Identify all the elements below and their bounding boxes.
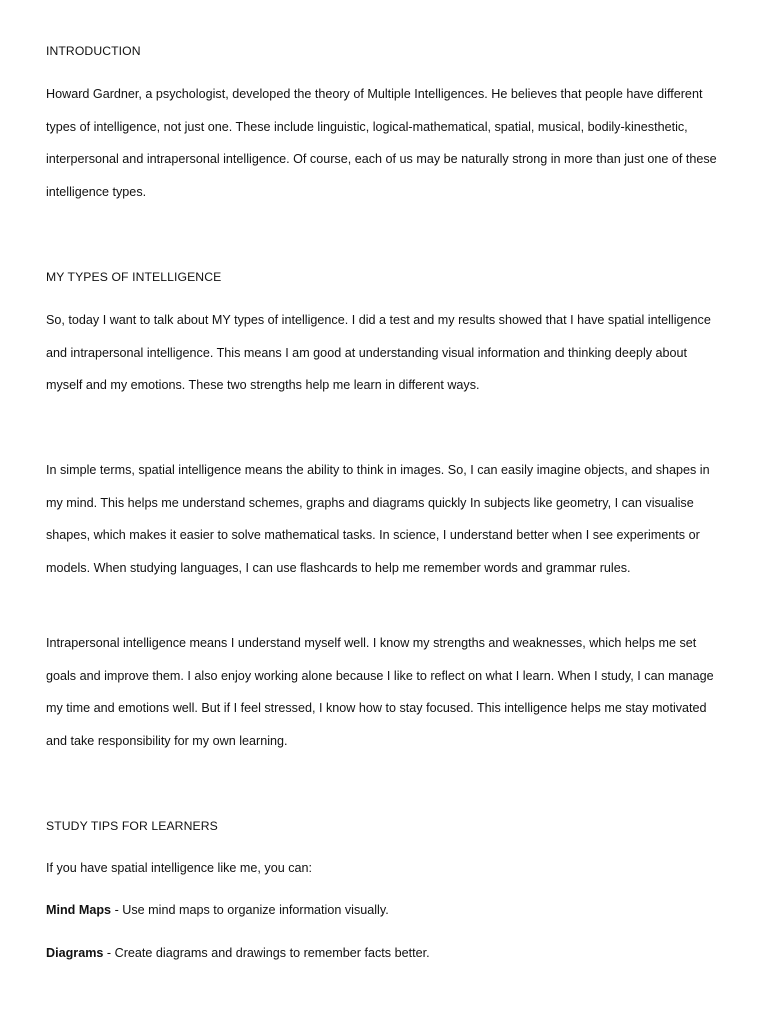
tip-text: - Create diagrams and drawings to remember facts better. — [103, 946, 430, 960]
paragraph-spatial-intelligence: In simple terms, spatial intelligence means the ability to think in images. So, I can easily imagine objects, and shapes in my mind. This helps me understand schemes, graphs and diagrams quickly In subjects like geometry, I can visualise shapes, which makes it easier to solve mathematical tasks. In science, I understand better when I see experiments or models. When studying languages, I can use flashcards to help me remember words and grammar rules. — [46, 463, 710, 576]
tip-text: - Use mind maps to organize information visually. — [111, 903, 389, 917]
heading-my-types: MY TYPES OF INTELLIGENCE — [46, 270, 222, 284]
paragraph-intrapersonal-intelligence: Intrapersonal intelligence means I understand myself well. I know my strengths and weaknesses, which helps me set goals and improve them. I also enjoy working alone because I like to reflect on what I learn. When I study, I can manage my time and emotions well. But if I feel stressed, I know how to stay focused. This intelligence helps me stay motivated and take responsibility for my own learning. — [46, 636, 714, 749]
tip-mind-maps — [46, 903, 726, 917]
paragraph-introduction: Howard Gardner, a psychologist, developed the theory of Multiple Intelligences. He believes that people have different types of intelligence, not just one. These include linguistic, logical-mathematical, spatial, musical, bodily-kinesthetic, interpersonal and intrapersonal intelligence. Of course, each of us may be naturally strong in more than just one of these intelligence types. — [46, 87, 717, 200]
tip-term: Mind Maps — [46, 903, 112, 917]
tip-term: Diagrams — [46, 946, 104, 960]
heading-introduction: INTRODUCTION — [46, 44, 141, 58]
tip-diagrams — [46, 946, 726, 960]
heading-study-tips: STUDY TIPS FOR LEARNERS — [46, 819, 218, 833]
paragraph-my-types-1: So, today I want to talk about MY types of intelligence. I did a test and my results showed that I have spatial intelligence and intrapersonal intelligence. This means I am good at understanding visual information and thinking deeply about myself and my emotions. These two strengths help me learn in different ways. — [46, 313, 711, 393]
study-tips-intro: If you have spatial intelligence like me, you can: — [46, 861, 313, 875]
